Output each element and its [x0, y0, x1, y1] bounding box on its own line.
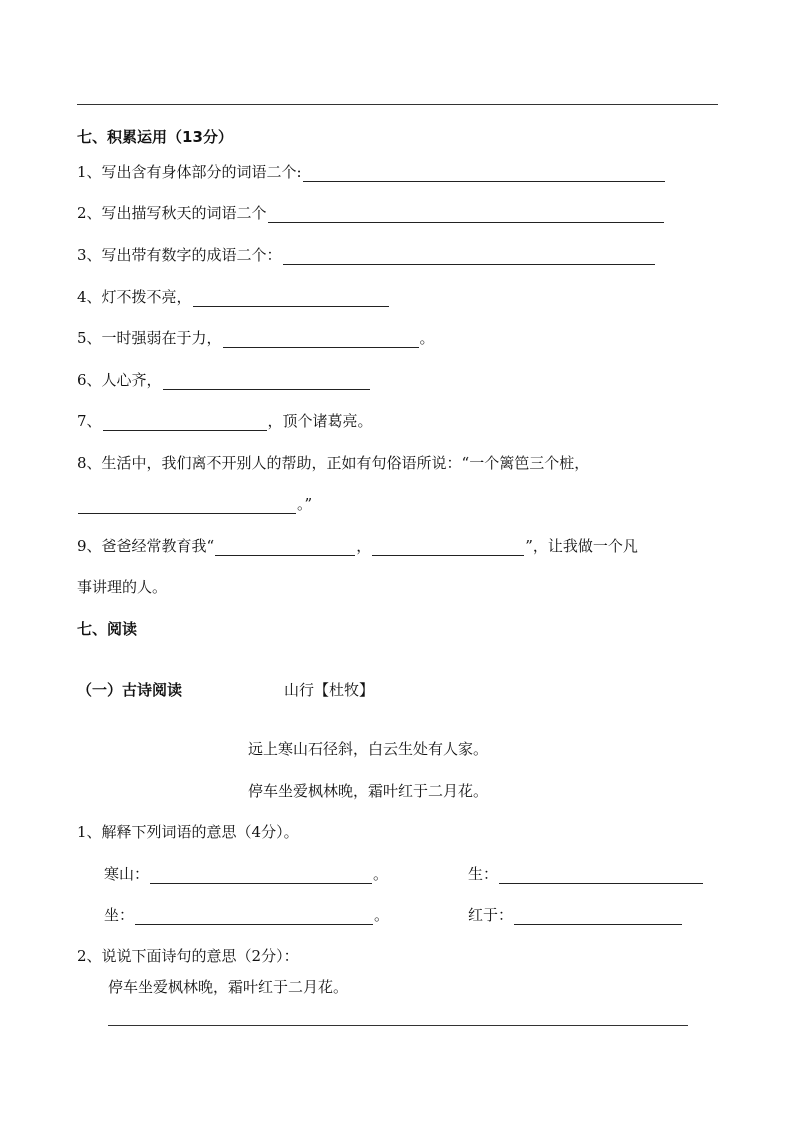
term-hanshan-blank[interactable]	[150, 866, 372, 884]
term-zuo	[104, 905, 389, 925]
term-hanshan-label: 寒山：	[104, 865, 150, 883]
question-8-suffix: 。”	[297, 495, 313, 513]
question-5-text: 5、一时强弱在于力，	[77, 329, 222, 347]
question-2	[77, 203, 665, 223]
question-4	[77, 287, 390, 307]
reading-question-2-line: 停车坐爱枫林晚，霜叶红于二月花。	[108, 978, 349, 996]
answer-blank-2[interactable]	[268, 205, 664, 223]
answer-blank-9b[interactable]	[372, 538, 524, 556]
question-5-suffix: 。	[419, 329, 435, 347]
question-1	[77, 162, 666, 182]
reading-section-title: 七、阅读	[77, 620, 138, 638]
term-hongyu	[468, 905, 683, 925]
question-3	[77, 245, 656, 265]
answer-blank-4[interactable]	[193, 289, 389, 307]
question-9-continuation: 事讲理的人。	[77, 578, 168, 596]
top-divider	[77, 104, 718, 105]
section-7-title: 七、积累运用（13分）	[77, 128, 233, 146]
answer-blank-9a[interactable]	[215, 538, 355, 556]
question-6-text: 6、人心齐，	[77, 371, 162, 389]
reading-question-2: 2、说说下面诗句的意思（2分）：	[77, 947, 299, 965]
term-sheng-label: 生：	[468, 865, 499, 883]
question-7	[77, 411, 373, 431]
poem-title: 山行【杜牧】	[284, 681, 375, 699]
question-9-text: 9、爸爸经常教育我“	[77, 537, 215, 555]
term-sheng	[468, 864, 704, 884]
question-5	[77, 328, 435, 348]
question-4-text: 4、灯不拨不亮，	[77, 288, 192, 306]
answer-blank-5[interactable]	[223, 330, 419, 348]
question-3-text: 3、写出带有数字的成语二个：	[77, 246, 282, 264]
question-8: 8、生活中，我们离不开别人的帮助，正如有句俗语所说：“一个篱笆三个桩，	[77, 454, 590, 472]
term-zuo-blank[interactable]	[135, 907, 373, 925]
question-7-suffix: ，顶个诸葛亮。	[267, 412, 373, 430]
question-1-text: 1、写出含有身体部分的词语二个:	[77, 163, 302, 181]
answer-blank-3[interactable]	[283, 247, 655, 265]
answer-blank-7[interactable]	[103, 413, 267, 431]
question-9-mid: ，	[356, 537, 372, 555]
question-6	[77, 370, 371, 390]
poem-section-label: （一）古诗阅读	[77, 681, 183, 699]
answer-blank-6[interactable]	[163, 372, 370, 390]
question-7-text: 7、	[77, 412, 102, 430]
answer-line-q2[interactable]	[108, 1025, 688, 1026]
term-hanshan-suffix: 。	[373, 865, 389, 883]
answer-blank-8[interactable]	[78, 496, 296, 514]
term-hongyu-label: 红于：	[468, 906, 514, 924]
term-sheng-blank[interactable]	[499, 866, 703, 884]
poem-line-1: 远上寒山石径斜，白云生处有人家。	[248, 740, 489, 758]
term-hanshan	[104, 864, 388, 884]
reading-question-1: 1、解释下列词语的意思（4分）。	[77, 823, 299, 841]
question-8-continuation	[77, 494, 312, 514]
term-zuo-label: 坐：	[104, 906, 135, 924]
question-9-suffix: ”，让我做一个凡	[525, 537, 638, 555]
term-hongyu-blank[interactable]	[514, 907, 682, 925]
term-zuo-suffix: 。	[374, 906, 390, 924]
question-2-text: 2、写出描写秋天的词语二个	[77, 204, 267, 222]
poem-line-2: 停车坐爱枫林晚，霜叶红于二月花。	[248, 782, 489, 800]
answer-blank-1[interactable]	[303, 164, 665, 182]
question-9	[77, 536, 638, 556]
